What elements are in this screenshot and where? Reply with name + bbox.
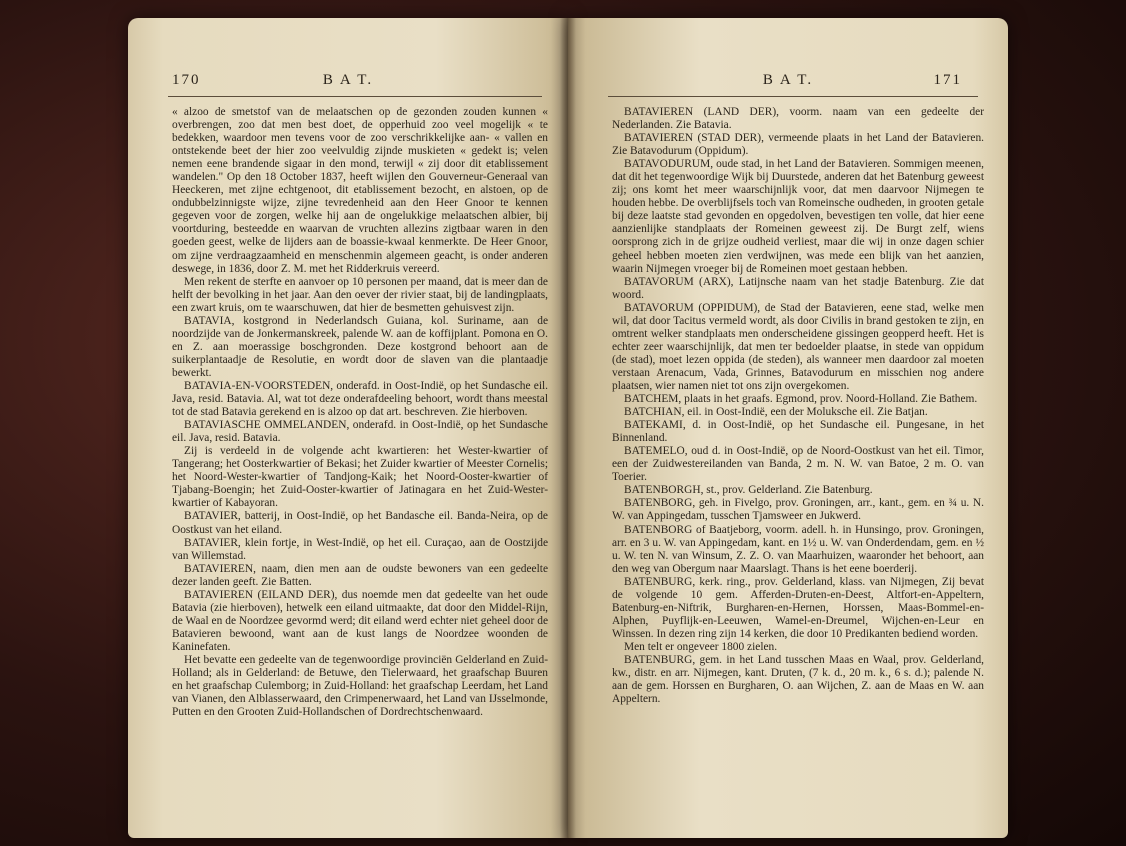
right-paragraph: BATENBORG, geh. in Fivelgo, prov. Groningen, arr., kant., gem. en ¾ u. N. W. van Appingedam, tusschen Tjamsweer en Jukwerd.	[612, 497, 984, 523]
left-paragraph: « alzoo de smetstof van de melaatschen op de gezonden zouden kunnen « overbrengen, zoo dat men best doet, de opperhuid zoo veel mogelijk « te bedekken, waardoor men tevens voor de zoo verschrikkelijke aan- « vallen en ontstekende beet der hier zoo veelvuldig zijnde muskieten « gedekt is; velen nemen eene brandende sigaar in den mond, terwijl « zij door dit etablissement wandelen." Op den 18 October 1837, heeft wijlen den Gouverneur-Generaal van Heeckeren, met zijne echtgenoot, dit etablissement bezocht, en alstoen, op de ondubbelzinnigste wijze, zijne tevredenheid aan den Heer Gnoor te kennen gegeven voor de zorgen, welke hij aan de ongelukkige melaatschen albier, bij voortduring, besteedde en waarvan de vruchten allezins zigtbaar waren in den goeden geest, welke de lijders aan de boassie-kwaal kenmerkte. De Heer Gnoor, om zijne verdraagzaamheid en menschenmin algemeen geacht, is onder anderen deswege, in 1836, door Z. M. met het Ridderkruis vereerd.	[172, 106, 548, 275]
right-running-head: B A T.	[762, 72, 814, 88]
left-paragraph: BATAVIER, batterij, in Oost-Indië, op het Bandasche eil. Banda-Neira, op de Oostkust van het eiland.	[172, 510, 548, 536]
right-paragraph: BATCHIAN, eil. in Oost-Indië, een der Moluksche eil. Zie Batjan.	[624, 406, 928, 419]
right-page	[568, 18, 1008, 838]
right-text-column	[612, 106, 984, 706]
left-page	[128, 18, 568, 838]
left-paragraph: Het bevatte een gedeelte van de tegenwoordige provinciën Gelderland en Zuid-Holland; als in Gelderland: de Betuwe, den Tielerwaard, het graafschap Buuren en het graafschap Culemborg; in Zuid-Holland: het graafschap Leerdam, het Land van Vianen, den Alblasserwaard, den Crimpenerwaard, het Land van IJsselmonde, Putten en den Grooten Zuid-Hollandschen of Dordrechtschenwaard.	[172, 653, 548, 719]
right-paragraph: BATEKAMI, d. in Oost-Indië, op het Sundasche eil. Pungesane, in het Binnenland.	[612, 419, 984, 445]
left-paragraph: BATAVIER, klein fortje, in West-Indië, op het eil. Curaçao, aan de Oostzijde van Willemstad.	[172, 536, 548, 562]
right-paragraph: BATEMELO, oud d. in Oost-Indië, op de Noord-Oostkust van het eil. Timor, een der Zuidwestereilanden van Banda, 2 m. N. W. van Batoe, 2 m. O. van Toerier.	[612, 445, 984, 484]
right-paragraph: Men telt er ongeveer 1800 zielen.	[624, 640, 778, 653]
left-paragraph: BATAVIEREN, naam, dien men aan de oudste bewoners van een gedeelte dezer landen geeft. Zie Batten.	[172, 562, 548, 588]
left-paragraph: Zij is verdeeld in de volgende acht kwartieren: het Wester-kwartier of Tangerang; het Oosterkwartier of Bekasi; het Zuider kwartier of Meester Cornelis; het Noord-Wester-kwartier of Tandjong-Kaik; het Noord-Ooster-kwartier of Tjabang-Boengin; het Zuid-Ooster-kwartier of Jatinagara en het Zuid-Wester-kwartier of Kabayoran.	[172, 445, 548, 510]
right-page-header	[568, 72, 1008, 94]
left-page-header	[128, 72, 568, 94]
right-paragraph: BATAVIEREN (STAD DER), vermeende plaats in het Land der Batavieren. Zie Batavodurum (Oppidum).	[612, 132, 984, 158]
right-paragraph: BATAVORUM (ARX), Latijnsche naam van het stadje Batenburg. Zie dat woord.	[612, 275, 984, 301]
left-running-head: B A T.	[322, 72, 374, 88]
left-page-number: 170	[172, 72, 201, 88]
left-paragraph: Men rekent de sterfte en aanvoer op 10 personen per maand, dat is meer dan de helft der bevolking in het jaar. Aan den oever der rivier staat, bij de landingplaats, een zwart kruis, om te waarschuwen, dat hier de besmetten gehuisvest zijn.	[172, 275, 548, 314]
right-paragraph: BATAVODURUM, oude stad, in het Land der Batavieren. Sommigen meenen, dat dit het tegenwoordige Wijk bij Duurstede, anderen dat het Batenburg geweest zij; ons komt het meer waarschijnlijk voor, dat men daarvoor Nijmegen te houden hebbe. De overblijfsels toch van Romeinsche oudheden, in grooten getale bij deze laatste stad gevonden en opgedolven, bevestigen ten volle, dat hier eene aanzienlijke standplaats der Romeinen geweest zij. De Burgt zelf, wiens oorsprong zich in de grijze oudheid verliest, maar die wij in onze dagen schier geheel hebben moeten zien verdwijnen, was mede een blijk van het aanzien, waarin Nijmegen vroeger bij de Romeinen moet gestaan hebben.	[612, 158, 984, 275]
right-header-rule	[608, 96, 978, 97]
left-header-rule	[168, 96, 542, 97]
left-paragraph: BATAVIA, kostgrond in Nederlandsch Guiana, kol. Suriname, aan de noordzijde van de Jonkermanskreek, palende W. aan de koffijplant. Pomona en O. en Z. aan moerassige boschgronden. Deze kostgrond behoort aan de suikerplantaadje de Resolutie, en wordt door de slaven van die plantaadje bewerkt.	[172, 314, 548, 379]
right-paragraph: BATENBORG of Baatjeborg, voorm. adell. h. in Hunsingo, prov. Groningen, arr. en 3 u. W. van Appingedam, kant. en 1½ u. W. van Onderdendam, gem. en ½ u. W. ten N. van Winsum, Z. Z. O. van Maarhuizen, waaronder het behoort, aan den weg van Obergum naar Maarslagt. Thans is het eene boerderij.	[612, 523, 984, 575]
right-paragraph: BATAVIEREN (LAND DER), voorm. naam van een gedeelte der Nederlanden. Zie Batavia.	[612, 106, 984, 132]
right-paragraph: BATAVORUM (OPPIDUM), de Stad der Batavieren, eene stad, welke men wil, dat door Tacitus vermeld wordt, als door Civilis in brand gestoken te zijn, en omtrent welker standplaats men onderscheidene gissingen geopperd heeft. Het is echter zeer waarschijnlijk, dat men ter bedoelder plaatse, in stede van oppidum (de stad), moet lezen oppida (de steden), als wanneer men daardoor zal moeten verstaan Arenacum, Vada, Grinnes, Batavodurum en misschien nog andere plaatsen, wier namen niet tot ons zijn overgekomen.	[612, 301, 984, 392]
left-paragraph: BATAVIEREN (EILAND DER), dus noemde men dat gedeelte van het oude Batavia (zie hierboven), hetwelk een eiland uitmaakte, dat door den Middel-Rijn, de Waal en de Noordzee gevormd werd; dit eiland werd echter niet geheel door de Batavieren bewoond, want aan de kust langs de Noordzee woonden de Kaninefaten.	[172, 588, 548, 653]
left-text-column	[172, 106, 548, 719]
left-paragraph: BATAVIASCHE OMMELANDEN, onderafd. in Oost-Indië, op het Sundasche eil. Java, resid. Batavia.	[172, 419, 548, 445]
book-gutter-shadow	[560, 18, 576, 838]
right-paragraph: BATCHEM, plaats in het graafs. Egmond, prov. Noord-Holland. Zie Bathem.	[624, 393, 978, 406]
right-page-number: 171	[933, 72, 962, 88]
left-paragraph: BATAVIA-EN-VOORSTEDEN, onderafd. in Oost-Indië, op het Sundasche eil. Java, resid. Batavia. Al, wat tot deze onderafdeeling behoort, wordt thans meestal tot de stad Batavia gerekend en is alzoo op dat art. beschreven. Zie hierboven.	[172, 379, 548, 419]
right-paragraph: BATENBURG, kerk. ring., prov. Gelderland, klass. van Nijmegen, Zij bevat de volgende 10 gem. Afferden-Druten-en-Deest, Altfort-en-Appeltern, Batenburg-en-Niftrik, Burgharen-en-Hernen, Horssen, Maas-Bommel-en-Alphen, Puyflijk-en-Leeuwen, Wamel-en-Dreumel, Wijchen-en-Leur en Winssen. In dezen ring zijn 14 kerken, die door 10 Predikanten bediend worden.	[612, 575, 984, 640]
right-paragraph: BATENBURG, gem. in het Land tusschen Maas en Waal, prov. Gelderland, kw., distr. en arr. Nijmegen, kant. Druten, (7 k. d., 20 m. k., 6 s. d.); palende N. aan de gem. Horssen en Burgharen, O. aan Wijchen, Z. aan de Maas en W. aan Appeltern.	[612, 653, 984, 706]
right-paragraph: BATENBORGH, st., prov. Gelderland. Zie Batenburg.	[624, 484, 873, 497]
